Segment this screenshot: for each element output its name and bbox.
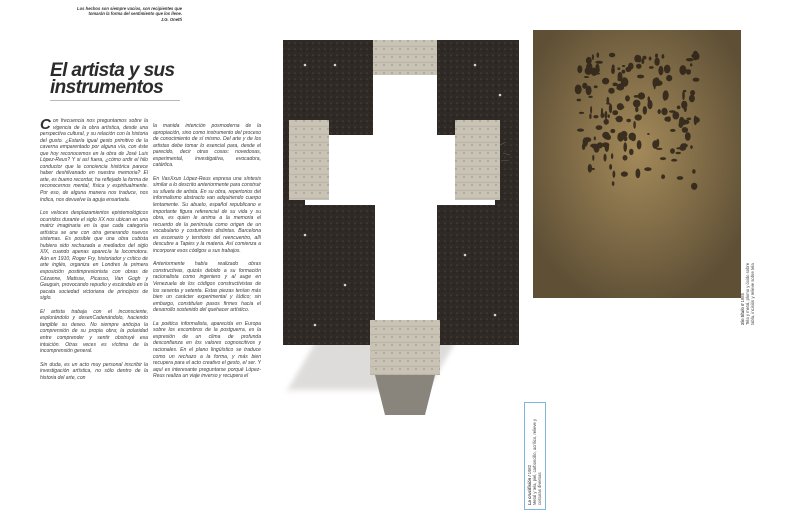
paragraph: Con frecuencia nos preguntamos sobre la vigencia de la obra artística, desde una perspectiva cultural, y su relación con la historia del gusto. ¿Estaría igual gesto primitivo de la caverna emparentado por alguna vía, con éste que hoy reconocemos en la obra de José Luis López-Reus? Y si así fuera, ¿cómo urdir el hilo conductor que la conciencia histórica parece haber deshilvanado en nuestra memoria? El arte, es bueno recordar, ha reflejado la forma de reconocernos mental, física y espiritualmente. Por eso, de alguna manera nos traduce, nos indica, nos devuelve la aguja ensartada. [40,118,148,203]
caption-sin-titulo [741,255,755,325]
artwork-crucifixion [275,35,520,420]
paragraph: En VasXxus López-Reus expresa una síntesis similar a lo descrito anteriormente para construir su silueta de artista. En su obra, repertorios del informalismo abstracto van adquiriendo cuerpo lentamente. Su abuelo, español republicano e importante figura referencial de su vida y su obra, es quien le arrima a la memoria el recuerdo de la península como origen de un vocabulario y costumbres distintas. Barcelona es escenario y territorio del reencuentro, allí descubre a Tapies y la materia. Así comienza a incorporar esos códigos a sus trabajos. [153,175,261,254]
caption-title: Sin título II [740,303,745,325]
paragraph: Anteriormente había realizado obras constructivas, quizás debido a su formación racionalista como ingeniero y al auge en Venezuela de los códigos constructivistas de los sesenta y setenta. Estas piezas tenían más bien un carácter experimental y lúdico; sin embargo, constituían pasos firmes hacia el desarrollo sostenido del quehacer artístico. [153,261,261,314]
caption-crucifixion [528,405,542,505]
paragraph: El artista trabaja con el inconsciente, explorándolo y desenCadenándolo, haciendo tangible su deseo. No siempre anticipa la comprensión de su propia obra; la polaridad entre comprender y sentir obstruyé esa intuición. Otras veces es víctima de la incomprensión general. [40,308,148,355]
caption-title: La crucifixión I [527,475,532,505]
text-column-2 [153,123,261,513]
epigraph [60,6,182,23]
paragraph: la manida intención posmoderna de la apropiación, sino como instrumento del proceso de conocimiento de sí mismo. Del arte y de los artistas debe tomar lo esencial para, desde el parecido, decir otras cosas: novedosas, experimental, investigativa, evocadora, catártica. [153,123,261,169]
paragraph: La poética informalista, aparecida en Europa sobre los escombros de la postguerra, es la expresión de un clima de profunda desconfianza en los valores cognoscitivos y racionales. En el plano lingüístico se traduce como un rechazo a la forma, y más bien recupera para el acto creativo el gesto, el ser. Y aquí es interesante preguntarse porqué López-Reus realiza un viaje inverso y recupera el [153,320,261,380]
title-rule [50,100,180,101]
epigraph-text: Los hechos son siempre vacíos, son recipientes que tomarán la forma del sentimiento que los llene. [77,6,182,17]
article-title: El artista y sus instrumentos [50,60,175,98]
caption-details: Metal y tela, piel, carboncillo, acrílico, relieve y costuras diversas [531,418,542,505]
caption-year: 1982 [527,464,532,475]
artwork-sin-titulo [533,30,741,298]
text-column-1 [40,118,148,513]
paragraph: Sin duda, es un acto muy personal inscribir la investigación artística, no sólo dentro de la historia del arte, con [40,361,148,381]
dropcap: C [40,118,51,133]
caption-year: 1985 [740,293,745,303]
caption-details: Tela y metal, plomo y óxido sobre tabla, incisión y relieve sobre tela [744,262,755,325]
paragraph: Los veloces desplazamientos epistemológicos ocurridos durante el siglo XX nos ubican en una matriz imaginaria en la que cada categoría artística se une con otra generando nuevos sistemas. Es posible que una obra cubista hubiera sido rechazada a mediados del siglo XIX, cuando apenas aparecía la locomotora. Aún en 1910, Roger Fry, historiador y crítico de arte inglés, organiza en Londres la primera exposición postimpresionista con obras de Cézanne, Matisse, Picasso, Van Gogh y Gauguin, provocando repudio y escándalo en la pacata sociedad victoriana de principios de siglo. [40,210,148,302]
epigraph-author: J.G. Onetti [160,17,182,23]
